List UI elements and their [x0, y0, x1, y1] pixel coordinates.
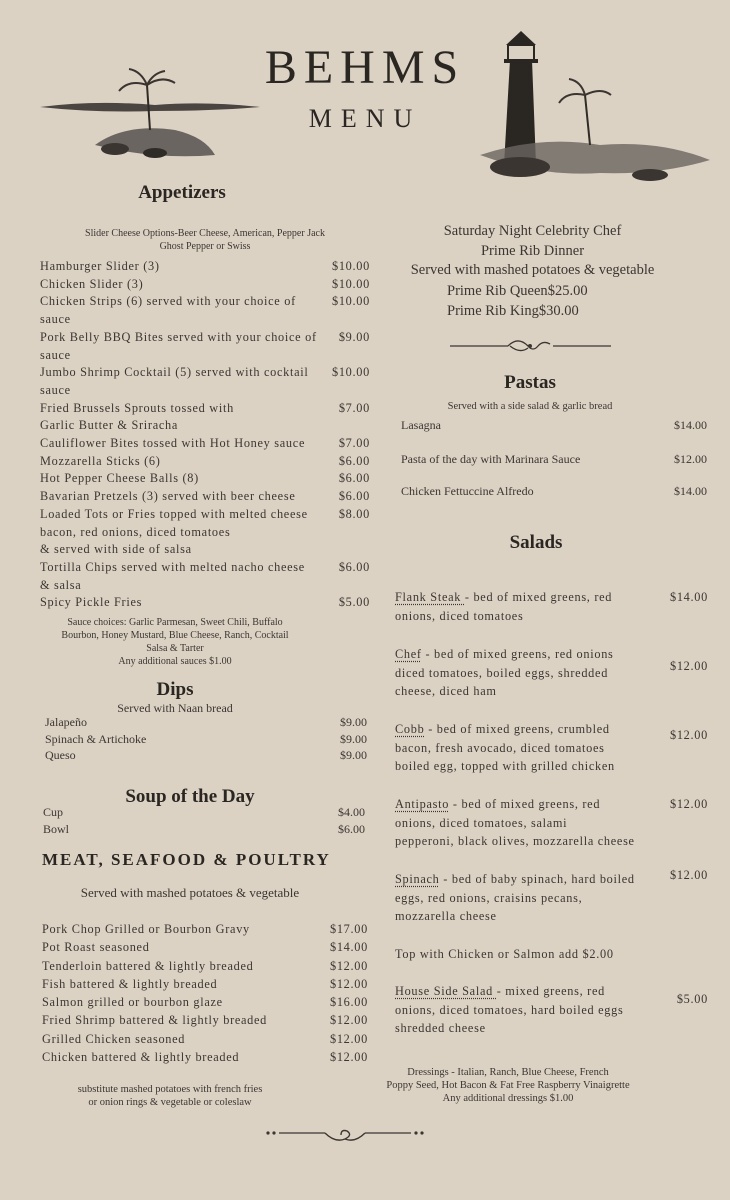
item-name: Pot Roast seasoned	[42, 940, 150, 955]
menu-item	[43, 821, 365, 838]
item-price: $9.00	[338, 329, 370, 344]
menu-item	[42, 975, 368, 993]
menu-item	[45, 747, 367, 764]
special-line-3: Served with mashed potatoes & vegetable	[410, 262, 655, 279]
menu-item	[42, 957, 368, 975]
item-name: Bavarian Pretzels (3) served with beer cheese	[40, 489, 296, 504]
item-price: $6.00	[338, 453, 370, 468]
menu-item	[40, 329, 370, 364]
item-price: $6.00	[338, 821, 365, 836]
prime-rib-list	[447, 282, 627, 321]
item-name: Queso	[45, 748, 76, 762]
salad-name: Spinach	[395, 872, 440, 886]
special-block	[380, 222, 685, 281]
substitute-note: substitute mashed potatoes with french fries or onion rings & vegetable or coleslaw	[77, 1084, 263, 1108]
item-name: Pork Belly BBQ Bites served with your choice of sauce	[40, 329, 317, 362]
salad-text	[395, 588, 657, 625]
item-price: $12.00	[329, 1031, 368, 1046]
restaurant-name: BEHMS	[264, 41, 466, 94]
item-name: Chicken Strips (6) served with your choice of sauce	[40, 294, 296, 327]
meat-heading: MEAT, SEAFOOD & POULTRY	[42, 850, 331, 869]
topping-note: Top with Chicken or Salmon add $2.00	[395, 947, 614, 961]
menu-item	[401, 418, 707, 452]
item-price: $12.00	[329, 1050, 368, 1065]
menu-item	[43, 804, 365, 821]
salad-item	[395, 720, 708, 776]
menu-item	[40, 470, 370, 488]
dressings-note: Dressings - Italian, Ranch, Blue Cheese, French Poppy Seed, Hot Bacon & Fat Free Raspberry Vinaigrette Any additional dressings $1.00	[386, 1067, 630, 1104]
item-price: $5.00	[338, 595, 370, 610]
item-price: $17.00	[329, 922, 368, 936]
dips-note: Served with Naan bread	[117, 701, 233, 715]
item-price: $14.00	[674, 418, 707, 432]
item-price: $6.00	[338, 471, 370, 486]
menu-item	[40, 435, 370, 453]
item-name: Prime Rib King	[447, 302, 539, 319]
item-name: Salmon grilled or bourbon glaze	[42, 995, 223, 1010]
menu-item	[40, 506, 370, 559]
item-name: Spicy Pickle Fries	[40, 595, 143, 610]
menu-item	[40, 453, 370, 471]
item-name: Chicken battered & lightly breaded	[42, 1050, 240, 1065]
item-name: Fried Brussels Sprouts tossed with Garlic Butter & Sriracha	[40, 400, 234, 433]
menu-item	[401, 452, 707, 484]
item-name: Lasagna	[401, 418, 441, 432]
salad-text	[395, 870, 657, 926]
item-name: Pasta of the day with Marinara Sauce	[401, 452, 581, 466]
item-name: Grilled Chicken seasoned	[42, 1031, 186, 1046]
salad-text	[395, 795, 657, 851]
special-line-2: Prime Rib Dinner	[480, 242, 585, 259]
item-price: $9.00	[340, 748, 367, 762]
salad-item	[395, 795, 708, 851]
menu-item	[42, 1048, 368, 1066]
salad-desc: - bed of mixed greens, crumbled bacon, fresh avocado, diced tomatoes boiled egg, topped with grilled chicken	[395, 722, 615, 774]
sauce-choices-note: Sauce choices: Garlic Parmesan, Sweet Chili, Buffalo Bourbon, Honey Mustard, Blue Cheese, Ranch, Cocktail Salsa & Tarter Any additional sauces $1.00	[61, 617, 289, 667]
ornament-divider-icon	[448, 336, 613, 356]
item-name: Spinach & Artichoke	[45, 731, 147, 746]
item-name: Prime Rib Queen	[447, 283, 548, 299]
item-name: Pork Chop Grilled or Bourbon Gravy	[42, 922, 250, 936]
appetizers-list	[40, 258, 370, 612]
salad-desc: - mixed greens, red onions, diced tomatoes, hard boiled eggs shredded cheese	[395, 984, 624, 1036]
item-price: $12.00	[329, 958, 368, 973]
item-price: $12.00	[669, 868, 708, 882]
item-name: Chicken Slider (3)	[40, 276, 144, 291]
menu-item	[42, 938, 368, 956]
salad-name: Antipasto	[395, 797, 450, 811]
menu-item	[40, 559, 370, 594]
salad-name: Cobb	[395, 722, 425, 736]
salad-text	[395, 720, 657, 776]
pastas-heading: Pastas	[504, 372, 556, 393]
item-price: $14.00	[329, 940, 368, 955]
salad-item	[395, 870, 708, 926]
menu-item	[45, 731, 367, 748]
menu-item	[40, 400, 370, 435]
menu-item	[42, 1030, 368, 1048]
salad-desc: - bed of baby spinach, hard boiled eggs, red onions, craisins pecans, mozzarella cheese	[395, 872, 635, 924]
item-name: Loaded Tots or Fries topped with melted cheese bacon, red onions, diced tomatoes & served with side of salsa	[40, 506, 308, 557]
slider-cheese-note: Slider Cheese Options-Beer Cheese, American, Pepper Jack Ghost Pepper or Swiss	[85, 228, 325, 252]
item-price: $9.00	[340, 731, 367, 746]
item-name: Tortilla Chips served with melted nacho cheese & salsa	[40, 559, 305, 592]
item-price: $10.00	[331, 294, 370, 309]
item-price: $7.00	[338, 436, 370, 451]
soup-list	[43, 804, 365, 837]
item-price: $6.00	[338, 489, 370, 504]
menu-item	[40, 258, 370, 276]
item-price: $14.00	[669, 590, 708, 604]
menu-item	[40, 488, 370, 506]
salad-item	[395, 645, 708, 701]
salad-desc: - bed of mixed greens, red onions, diced tomatoes	[395, 590, 613, 623]
salad-text	[395, 645, 657, 701]
item-price: $10.00	[331, 365, 370, 380]
item-price: $9.00	[340, 715, 367, 729]
menu-item	[447, 282, 627, 302]
meat-note: Served with mashed potatoes & vegetable	[80, 885, 300, 900]
salad-name: House Side Salad	[395, 984, 497, 998]
salad-desc: - bed of mixed greens, red onions, diced tomatoes, salami pepperoni, black olives, mozzarella cheese	[395, 797, 635, 849]
item-price: $7.00	[338, 400, 370, 415]
item-price: $10.00	[331, 259, 370, 273]
item-price: $12.00	[329, 1013, 368, 1028]
menu-item	[45, 714, 367, 731]
item-price: $14.00	[674, 484, 707, 498]
menu-item	[447, 302, 627, 322]
item-price: $30.00	[538, 302, 579, 319]
item-price: $12.00	[329, 976, 368, 991]
item-name: Fish battered & lightly breaded	[42, 976, 218, 991]
menu-title: MENU	[308, 104, 422, 133]
item-price: $5.00	[676, 992, 708, 1006]
item-name: Hot Pepper Cheese Balls (8)	[40, 471, 199, 486]
menu-item	[40, 293, 370, 328]
item-price: $12.00	[669, 797, 708, 811]
item-name: Jumbo Shrimp Cocktail (5) served with cocktail sauce	[40, 365, 309, 397]
item-name: Mozzarella Sticks (6)	[40, 453, 161, 468]
item-price: $6.00	[338, 559, 370, 574]
item-name: Bowl	[43, 821, 70, 836]
item-price: $16.00	[329, 995, 368, 1010]
appetizers-heading: Appetizers	[138, 182, 226, 203]
item-name: Fried Shrimp battered & lightly breaded	[42, 1013, 268, 1028]
menu-item	[401, 484, 707, 514]
item-price: $12.00	[669, 728, 708, 742]
pastas-list	[401, 418, 707, 514]
salads-heading: Salads	[509, 532, 563, 553]
item-price: $8.00	[338, 506, 370, 521]
ornament-footer-icon	[265, 1125, 425, 1147]
item-name: Jalapeño	[45, 715, 87, 729]
item-name: Cauliflower Bites tossed with Hot Honey sauce	[40, 436, 306, 451]
menu-item	[42, 993, 368, 1011]
pastas-note: Served with a side salad & garlic bread	[447, 401, 613, 412]
meat-list	[42, 920, 368, 1066]
salad-desc: - bed of mixed greens, red onions diced tomatoes, boiled eggs, shredded cheese, diced ham	[395, 647, 614, 699]
soup-heading: Soup of the Day	[125, 786, 255, 807]
salad-item	[395, 982, 708, 1038]
item-price: $10.00	[331, 276, 370, 291]
item-price: $12.00	[674, 452, 707, 466]
dips-heading: Dips	[156, 679, 194, 700]
item-name: Hamburger Slider (3)	[40, 259, 160, 273]
item-price: $25.00	[547, 283, 588, 299]
salad-text	[395, 982, 657, 1038]
dips-list	[45, 714, 367, 764]
menu-item	[40, 364, 370, 399]
item-price: $12.00	[669, 659, 708, 673]
item-name: Tenderloin battered & lightly breaded	[42, 958, 254, 973]
special-line-1: Saturday Night Celebrity Chef	[443, 223, 622, 239]
menu-item	[42, 1011, 368, 1029]
item-price: $4.00	[338, 805, 365, 819]
menu-item	[40, 276, 370, 294]
salad-name: Chef	[395, 647, 422, 661]
salad-item	[395, 588, 708, 625]
item-name: Cup	[43, 805, 64, 819]
menu-item	[42, 920, 368, 938]
menu-item	[40, 594, 370, 612]
item-name: Chicken Fettuccine Alfredo	[401, 484, 534, 498]
salad-name: Flank Steak	[395, 590, 465, 604]
